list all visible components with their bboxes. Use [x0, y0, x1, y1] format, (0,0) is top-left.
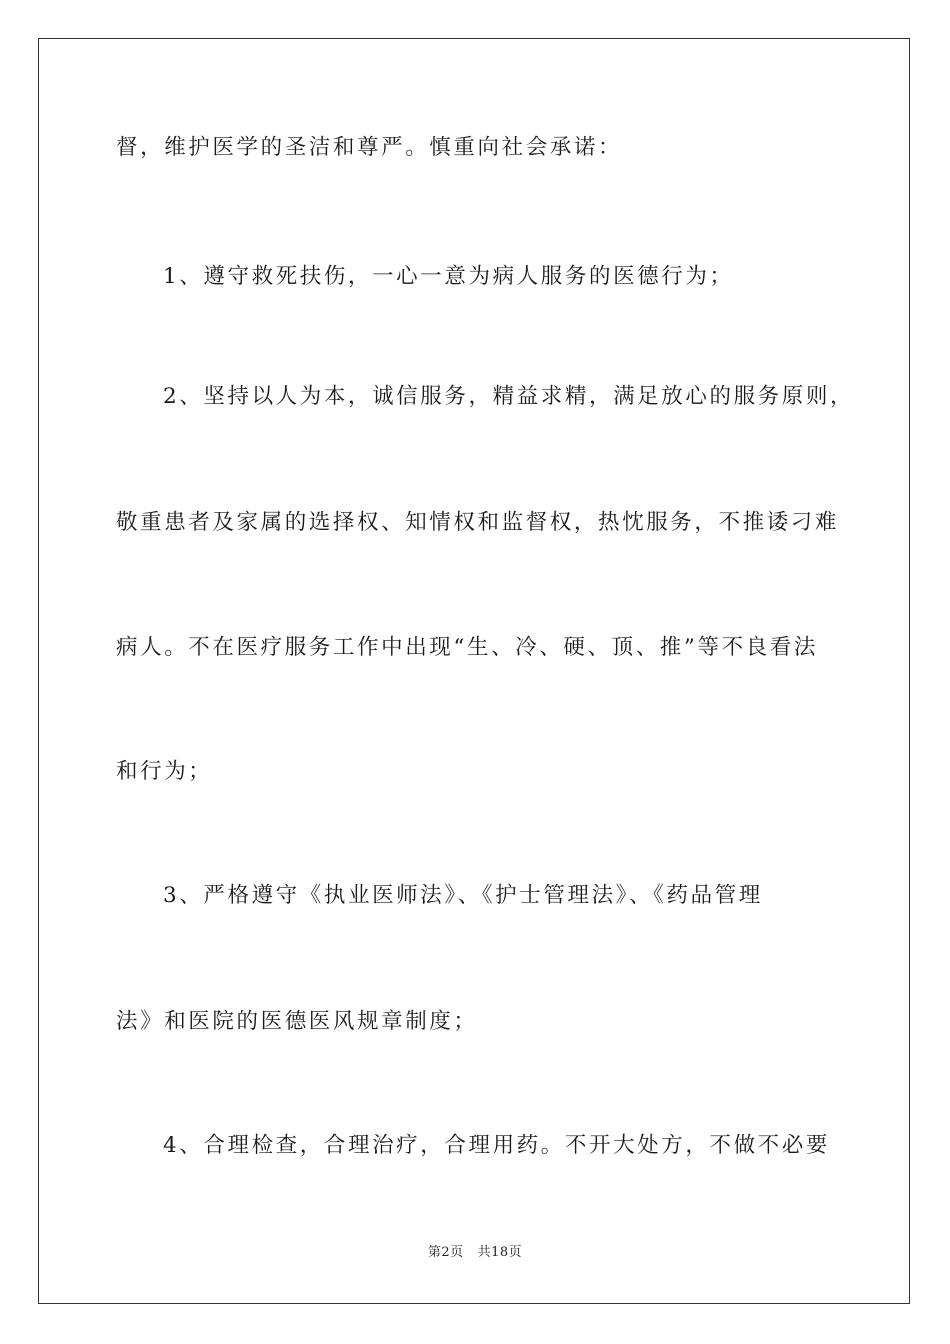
paragraph-line: 敬重患者及家属的选择权、知情权和监督权，热忱服务，不推诿刁难: [116, 510, 840, 535]
page-frame: [38, 38, 910, 1304]
page-number: 第2页: [427, 1245, 464, 1260]
page-footer: [0, 1244, 950, 1262]
paragraph-line: 病人。不在医疗服务工作中出现“生、冷、硬、顶、推”等不良看法: [116, 635, 818, 660]
paragraph-line: 2、坚持以人为本，诚信服务，精益求精，满足放心的服务原则，: [163, 384, 855, 409]
paragraph-line: 法》和医院的医德医风规章制度；: [116, 1009, 478, 1034]
page-total: 共18页: [477, 1245, 523, 1260]
paragraph-line: 3、严格遵守《执业医师法》、《护士管理法》、《药品管理: [163, 883, 763, 908]
paragraph-line: 和行为；: [116, 759, 213, 784]
paragraph-line: 督，维护医学的圣洁和尊严。慎重向社会承诺：: [116, 135, 623, 160]
paragraph-line: 1、遵守救死扶伤，一心一意为病人服务的医德行为；: [163, 264, 734, 289]
paragraph-line: 4、合理检查，合理治疗，合理用药。不开大处方，不做不必要: [163, 1133, 830, 1158]
